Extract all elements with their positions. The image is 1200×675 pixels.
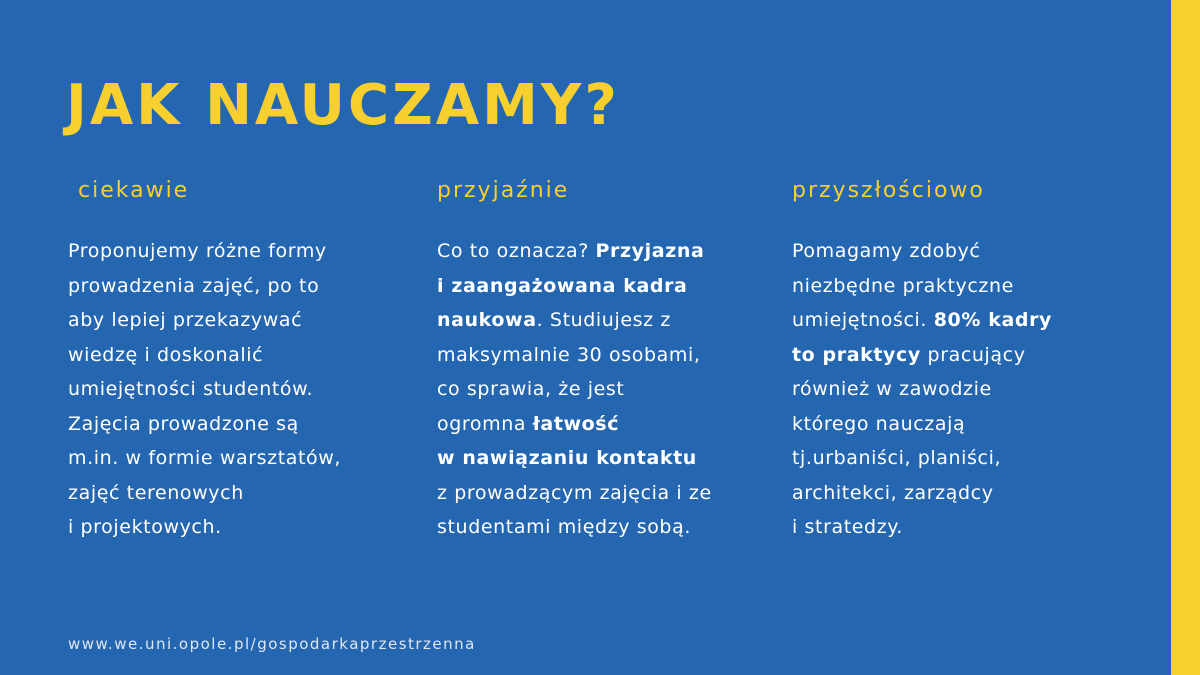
body-text: pracujący bbox=[920, 343, 1026, 366]
body-text: . Studiujesz z bbox=[536, 309, 671, 331]
column-heading: ciekawie bbox=[78, 178, 190, 203]
body-text: tj.urbaniści, planiści, bbox=[792, 447, 1002, 469]
column-heading: przyjaźnie bbox=[437, 178, 570, 203]
body-text: którego nauczają bbox=[792, 412, 966, 435]
emphasized-text: łatwość bbox=[532, 412, 620, 435]
body-text: architekci, zarządcy bbox=[792, 481, 994, 504]
body-text: co sprawia, że jest bbox=[437, 378, 625, 400]
body-text: prowadzenia zajęć, po to bbox=[68, 274, 320, 297]
body-text: aby lepiej przekazywać bbox=[68, 309, 303, 331]
body-text: niezbędne praktyczne bbox=[792, 274, 1014, 297]
column-body bbox=[792, 234, 1122, 545]
footer-url: www.we.uni.opole.pl/gospodarkaprzestrzenna bbox=[68, 635, 476, 653]
column-przyszlosciowo bbox=[792, 172, 1122, 545]
body-text: umiejętności studentów. bbox=[68, 378, 314, 400]
emphasized-text: Przyjazna bbox=[595, 240, 705, 262]
emphasized-text: w nawiązaniu kontaktu bbox=[437, 447, 697, 469]
body-text: Proponujemy różne formy bbox=[68, 240, 327, 262]
body-text: również w zawodzie bbox=[792, 378, 992, 400]
body-text: z prowadzącym zajęcia i ze bbox=[437, 481, 712, 504]
body-text: ogromna bbox=[437, 412, 533, 435]
body-text: studentami między sobą. bbox=[437, 516, 691, 538]
body-text: i stratedzy. bbox=[792, 516, 904, 538]
emphasized-text: 80% kadry bbox=[933, 309, 1053, 331]
body-text: maksymalnie 30 osobami, bbox=[437, 343, 701, 366]
emphasized-text: i zaangażowana kadra bbox=[437, 274, 688, 297]
body-text: i projektowych. bbox=[68, 516, 222, 538]
body-text: Pomagamy zdobyć bbox=[792, 240, 981, 262]
column-body bbox=[437, 234, 767, 545]
column-przyjaznie bbox=[437, 172, 767, 545]
body-text: Co to oznacza? bbox=[437, 240, 596, 262]
body-text: Zajęcia prowadzone są bbox=[68, 412, 299, 435]
column-heading: przyszłościowo bbox=[792, 178, 985, 203]
emphasized-text: naukowa bbox=[437, 309, 537, 331]
body-text: m.in. w formie warsztatów, bbox=[68, 447, 342, 469]
column-body bbox=[68, 234, 398, 545]
side-accent-stripe bbox=[1171, 0, 1200, 675]
body-text: zajęć terenowych bbox=[68, 481, 244, 504]
body-text: umiejętności. bbox=[792, 309, 934, 331]
slide-title: JAK NAUCZAMY? bbox=[66, 73, 620, 138]
body-text: wiedzę i doskonalić bbox=[68, 343, 264, 366]
column-ciekawie bbox=[68, 172, 398, 545]
emphasized-text: to praktycy bbox=[792, 343, 921, 366]
